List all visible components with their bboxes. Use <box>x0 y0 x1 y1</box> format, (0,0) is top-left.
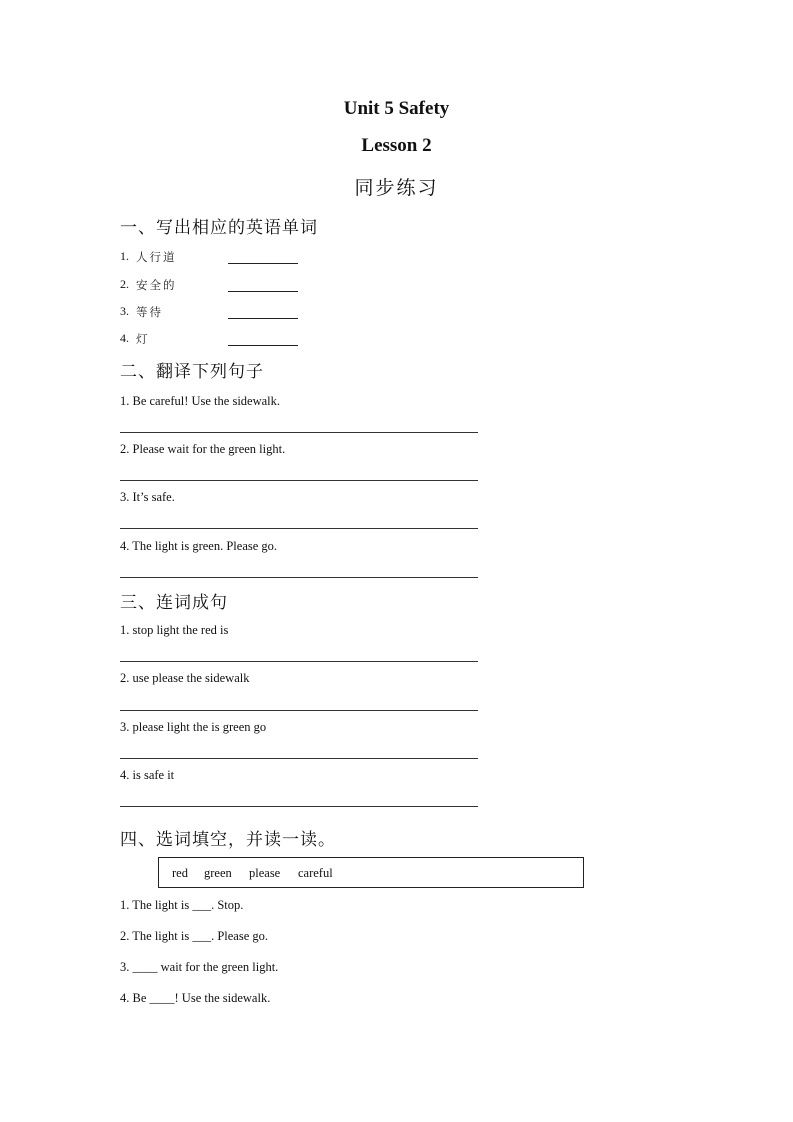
scrambled-words: 2. use please the sidewalk <box>120 671 250 685</box>
answer-line[interactable] <box>120 480 478 481</box>
vocab-chinese: 人行道 <box>136 250 177 264</box>
vocab-number: 1. <box>120 249 129 263</box>
vocab-number: 3. <box>120 304 129 318</box>
answer-line[interactable] <box>120 710 478 711</box>
translate-sentence: 4. The light is green. Please go. <box>120 539 278 553</box>
translate-sentence: 3. It’s safe. <box>120 490 175 504</box>
fill-blank-sentence: 2. The light is ___. Please go. <box>120 929 269 943</box>
vocab-chinese: 灯 <box>136 332 150 346</box>
section2-heading: 二、翻译下列句子 <box>120 362 264 382</box>
word-bank-word: please <box>249 866 281 880</box>
fill-blank-sentence: 1. The light is ___. Stop. <box>120 898 244 912</box>
vocab-chinese: 安全的 <box>136 278 177 292</box>
subtitle: 同步练习 <box>354 178 439 199</box>
answer-line[interactable] <box>120 577 478 578</box>
section3-heading: 三、连词成句 <box>120 593 228 613</box>
answer-blank[interactable] <box>228 263 298 264</box>
answer-blank[interactable] <box>228 345 298 346</box>
fill-blank-sentence: 3. ____ wait for the green light. <box>120 960 279 974</box>
scrambled-words: 3. please light the is green go <box>120 720 267 734</box>
translate-sentence: 1. Be careful! Use the sidewalk. <box>120 394 281 408</box>
word-bank-word: green <box>204 866 232 880</box>
scrambled-words: 4. is safe it <box>120 768 175 782</box>
answer-line[interactable] <box>120 661 478 662</box>
fill-blank-sentence: 4. Be ____! Use the sidewalk. <box>120 991 271 1005</box>
answer-blank[interactable] <box>228 318 298 319</box>
word-bank-box <box>158 857 584 888</box>
vocab-number: 4. <box>120 331 129 345</box>
word-bank-word: red <box>172 866 188 880</box>
answer-line[interactable] <box>120 806 478 807</box>
answer-line[interactable] <box>120 432 478 433</box>
scrambled-words: 1. stop light the red is <box>120 623 229 637</box>
section4-heading: 四、选词填空，并读一读。 <box>120 830 336 850</box>
answer-blank[interactable] <box>228 291 298 292</box>
answer-line[interactable] <box>120 758 478 759</box>
lesson-title: Lesson 2 <box>361 135 432 156</box>
page-title: Unit 5 Safety <box>343 98 450 119</box>
section1-heading: 一、写出相应的英语单词 <box>120 218 318 238</box>
vocab-number: 2. <box>120 277 129 291</box>
translate-sentence: 2. Please wait for the green light. <box>120 442 286 456</box>
answer-line[interactable] <box>120 528 478 529</box>
word-bank-word: careful <box>298 866 333 880</box>
vocab-chinese: 等待 <box>136 305 163 319</box>
